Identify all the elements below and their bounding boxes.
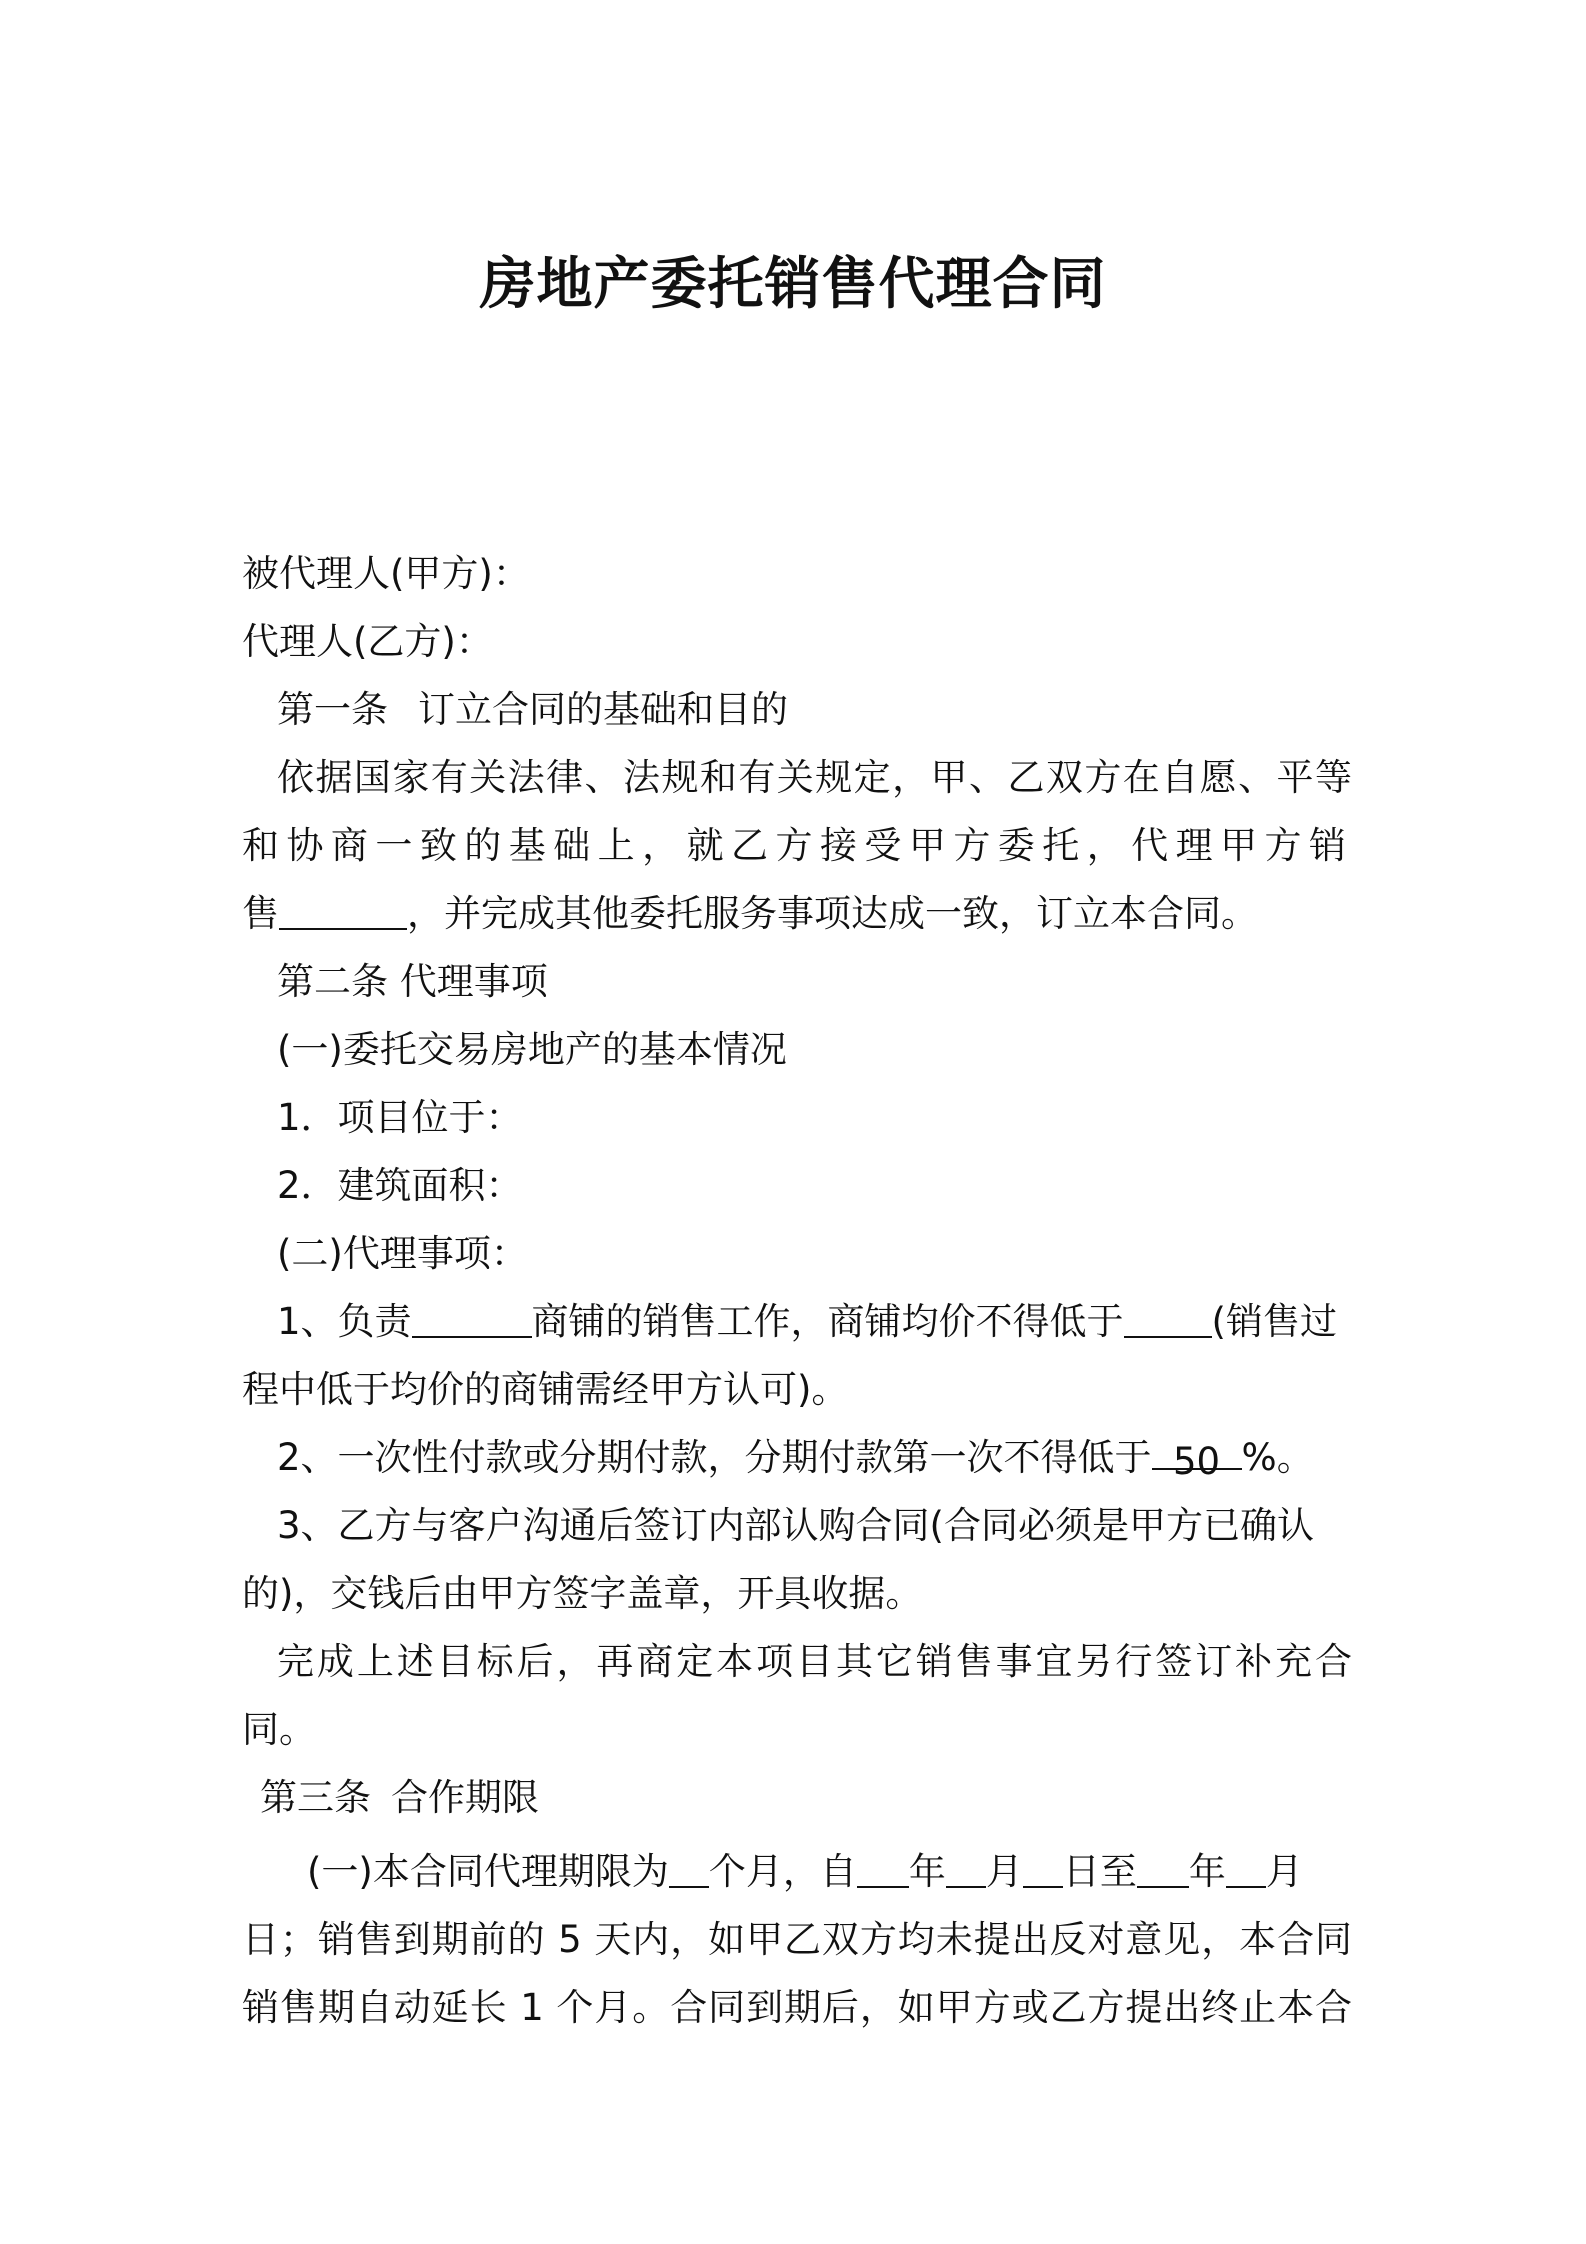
article1-title: 订立合同的基础和目的 (418, 688, 788, 731)
article2-heading: 第二条 代理事项 (277, 960, 548, 1003)
duty2-text-b: %。 (1241, 1436, 1314, 1479)
term-text-b: 个月，自 (708, 1850, 857, 1893)
end-year-blank[interactable] (1137, 1846, 1189, 1888)
article3-heading (242, 1764, 1352, 1832)
duty2-text-a: 2、一次性付款或分期付款，分期付款第一次不得低于 (277, 1436, 1152, 1479)
first-payment-percent[interactable]: 50 (1152, 1428, 1242, 1470)
agent-line: 代理人(乙方)： (242, 620, 493, 663)
article3-title: 合作期限 (391, 1776, 539, 1819)
article1-line2: 和协商一致的基础上，就乙方接受甲方委托，代理甲方销 (242, 824, 1352, 867)
article2-item1: 1．项目位于： (277, 1096, 523, 1139)
duty1-text-a: 1、负责 (277, 1300, 412, 1343)
shop-blank[interactable] (412, 1296, 532, 1338)
months-blank[interactable] (669, 1846, 709, 1888)
term-line3: 销售期自动延长 1 个月。合同到期后，如甲方或乙方提出终止本合 (242, 1986, 1352, 2029)
article1-line1: 依据国家有关法律、法规和有关规定，甲、乙双方在自愿、平等 (277, 756, 1352, 799)
article1-line3 (242, 880, 1352, 948)
price-blank[interactable] (1124, 1296, 1212, 1338)
article2-item2: 2．建筑面积： (277, 1164, 523, 1207)
article1-number: 第一条 (277, 688, 388, 731)
followup-line2: 同。 (242, 1708, 316, 1751)
article1-heading (242, 676, 1352, 744)
start-day-label: 日至 (1062, 1850, 1137, 1893)
term-line2: 日；销售到期前的 5 天内，如甲乙双方均未提出反对意见，本合同 (242, 1918, 1352, 1961)
start-year-blank[interactable] (857, 1846, 909, 1888)
article1-line3-post: ，并完成其他委托服务事项达成一致，订立本合同。 (407, 892, 1258, 935)
start-day-blank[interactable] (1023, 1846, 1063, 1888)
start-month-blank[interactable] (946, 1846, 986, 1888)
term-text-a: (一)本合同代理期限为 (307, 1850, 669, 1893)
duty2-line (242, 1424, 1352, 1492)
article2-sub2: (二)代理事项： (277, 1232, 528, 1275)
page-title: 房地产委托销售代理合同 (479, 252, 1107, 317)
article1-line3-pre: 售 (242, 892, 279, 935)
principal-line: 被代理人(甲方)： (242, 552, 530, 595)
end-year-label: 年 (1188, 1850, 1226, 1893)
duty1-text-c: (销售过 (1211, 1300, 1337, 1343)
contract-body (242, 540, 1352, 2042)
duty3-line1: 3、乙方与客户沟通后签订内部认购合同(合同必须是甲方已确认 (277, 1504, 1314, 1547)
start-month-label: 月 (985, 1850, 1023, 1893)
end-month-label: 月 (1265, 1850, 1303, 1893)
term-line1 (242, 1838, 1352, 1906)
article3-number: 第三条 (260, 1776, 371, 1819)
duty1-text-b: 商铺的销售工作，商铺均价不得低于 (531, 1300, 1124, 1343)
end-month-blank[interactable] (1226, 1846, 1266, 1888)
duty1-line2: 程中低于均价的商铺需经甲方认可)。 (242, 1368, 849, 1411)
article2-sub1: (一)委托交易房地产的基本情况 (277, 1028, 787, 1071)
duty1-line1 (242, 1288, 1352, 1356)
duty3-line2: 的)，交钱后由甲方签字盖章，开具收据。 (242, 1572, 923, 1615)
start-year-label: 年 (908, 1850, 946, 1893)
followup-line1: 完成上述目标后，再商定本项目其它销售事宜另行签订补充合 (277, 1640, 1352, 1683)
property-blank[interactable] (279, 888, 407, 930)
